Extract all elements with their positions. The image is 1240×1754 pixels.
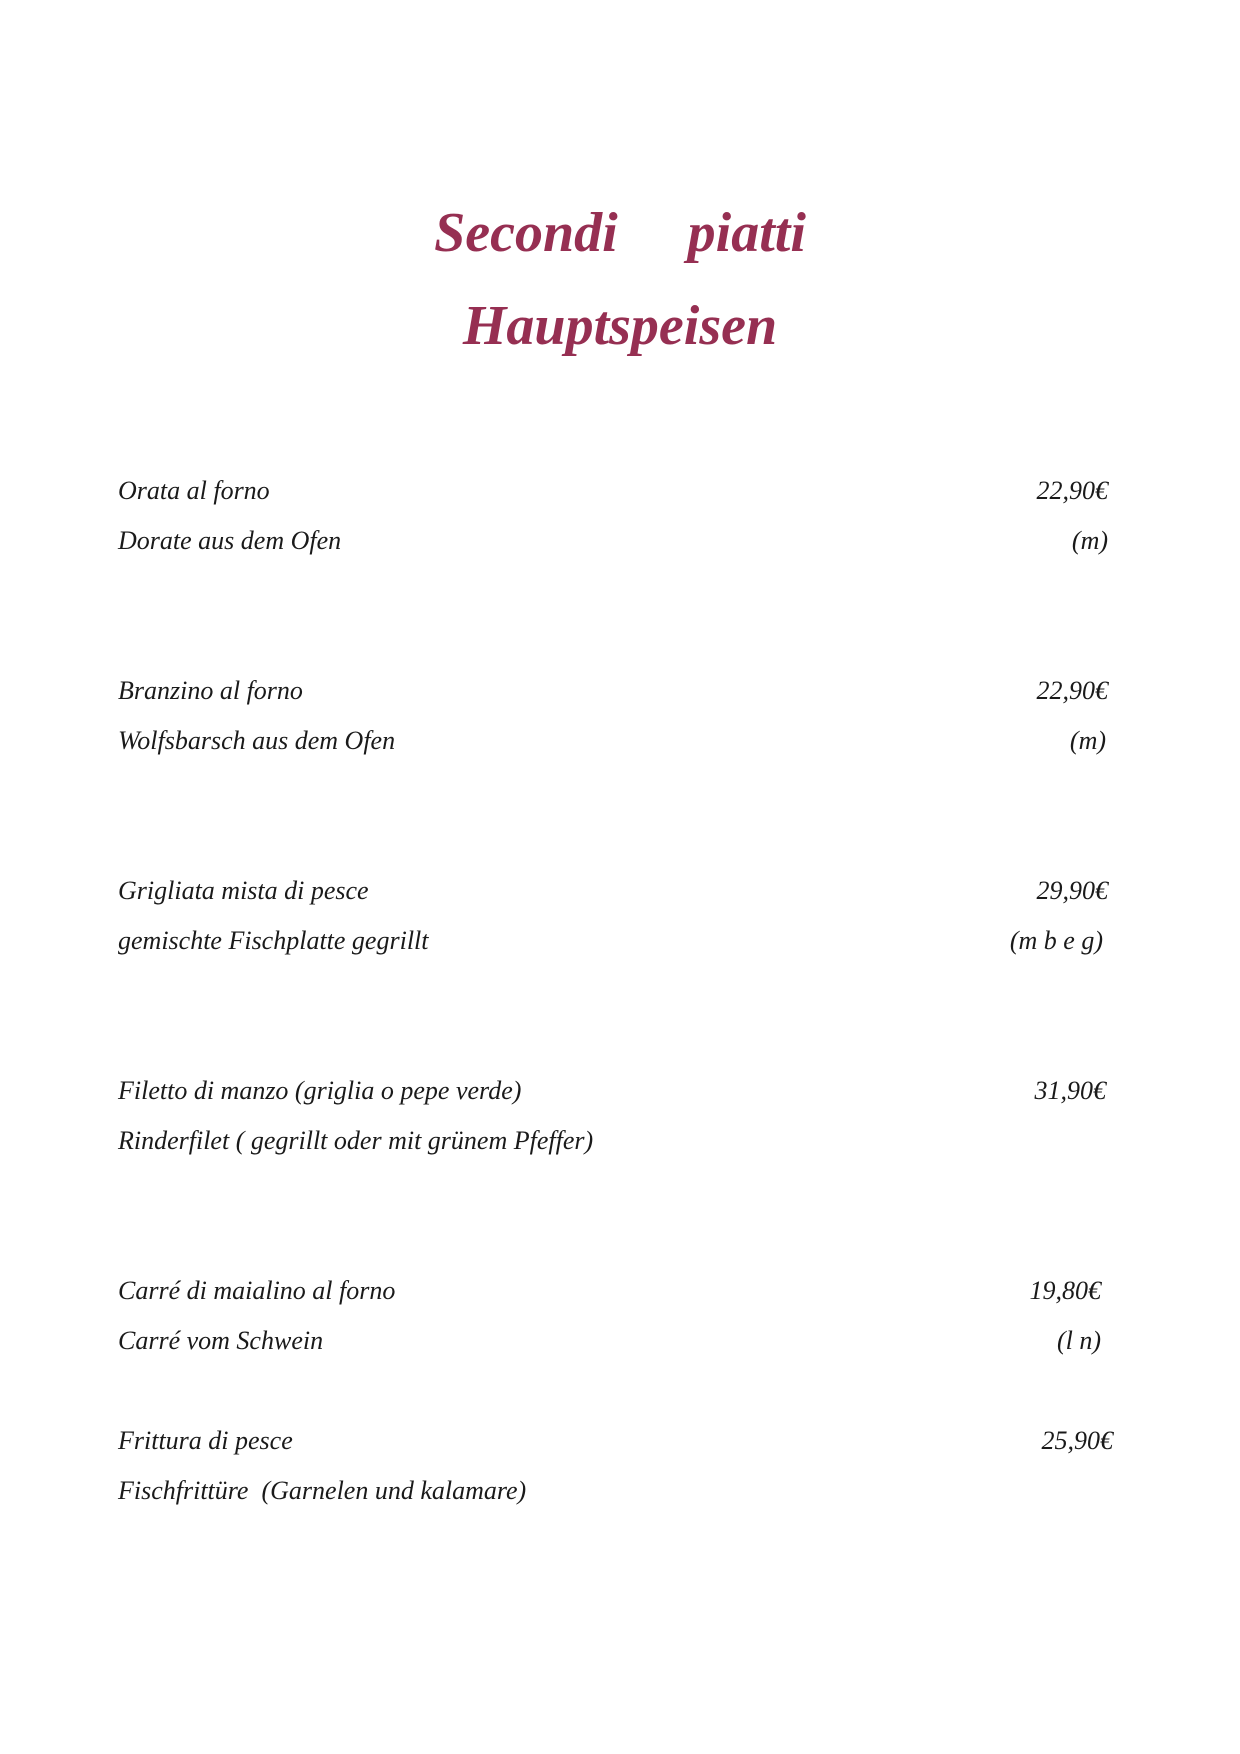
dish-name-german: Wolfsbarsch aus dem Ofen xyxy=(118,726,396,755)
dish-price: 25,90€ xyxy=(1041,1426,1113,1455)
menu-item-filetto xyxy=(118,1078,1118,1178)
dish-price: 19,80€ xyxy=(1029,1276,1101,1305)
dish-name-german: Carré vom Schwein xyxy=(118,1326,324,1355)
dish-price: 22,90€ xyxy=(1036,676,1108,705)
dish-allergens: (m b e g) xyxy=(1009,926,1103,955)
dish-name-german: Rinderfilet ( gegrillt oder mit grünem Pfeffer) xyxy=(118,1126,594,1155)
dish-name-german: Fischfrittüre (Garnelen und kalamare) xyxy=(118,1476,527,1505)
dish-price: 22,90€ xyxy=(1036,476,1108,505)
dish-name-italian: Branzino al forno xyxy=(118,676,303,705)
page-title-italian: Secondi piatti xyxy=(434,202,806,264)
dish-name-italian: Frittura di pesce xyxy=(118,1426,293,1455)
menu-item-branzino xyxy=(118,678,1118,778)
dish-price: 29,90€ xyxy=(1036,876,1108,905)
dish-allergens: (l n) xyxy=(1056,1326,1101,1355)
dish-price: 31,90€ xyxy=(1034,1076,1106,1105)
dish-name-german: Dorate aus dem Ofen xyxy=(118,526,342,555)
dish-name-italian: Carré di maialino al forno xyxy=(118,1276,396,1305)
menu-item-orata xyxy=(118,478,1118,578)
menu-item-grigliata xyxy=(118,878,1118,978)
dish-name-german: gemischte Fischplatte gegrillt xyxy=(118,926,429,955)
dish-allergens: (m) xyxy=(1069,726,1106,755)
menu-item-frittura xyxy=(118,1428,1118,1528)
dish-name-italian: Filetto di manzo (griglia o pepe verde) xyxy=(118,1076,522,1105)
dish-allergens: (m) xyxy=(1071,526,1108,555)
page-title-german: Hauptspeisen xyxy=(462,295,778,357)
dish-name-italian: Orata al forno xyxy=(118,476,270,505)
menu-item-carre xyxy=(118,1278,1118,1378)
dish-name-italian: Grigliata mista di pesce xyxy=(118,876,369,905)
